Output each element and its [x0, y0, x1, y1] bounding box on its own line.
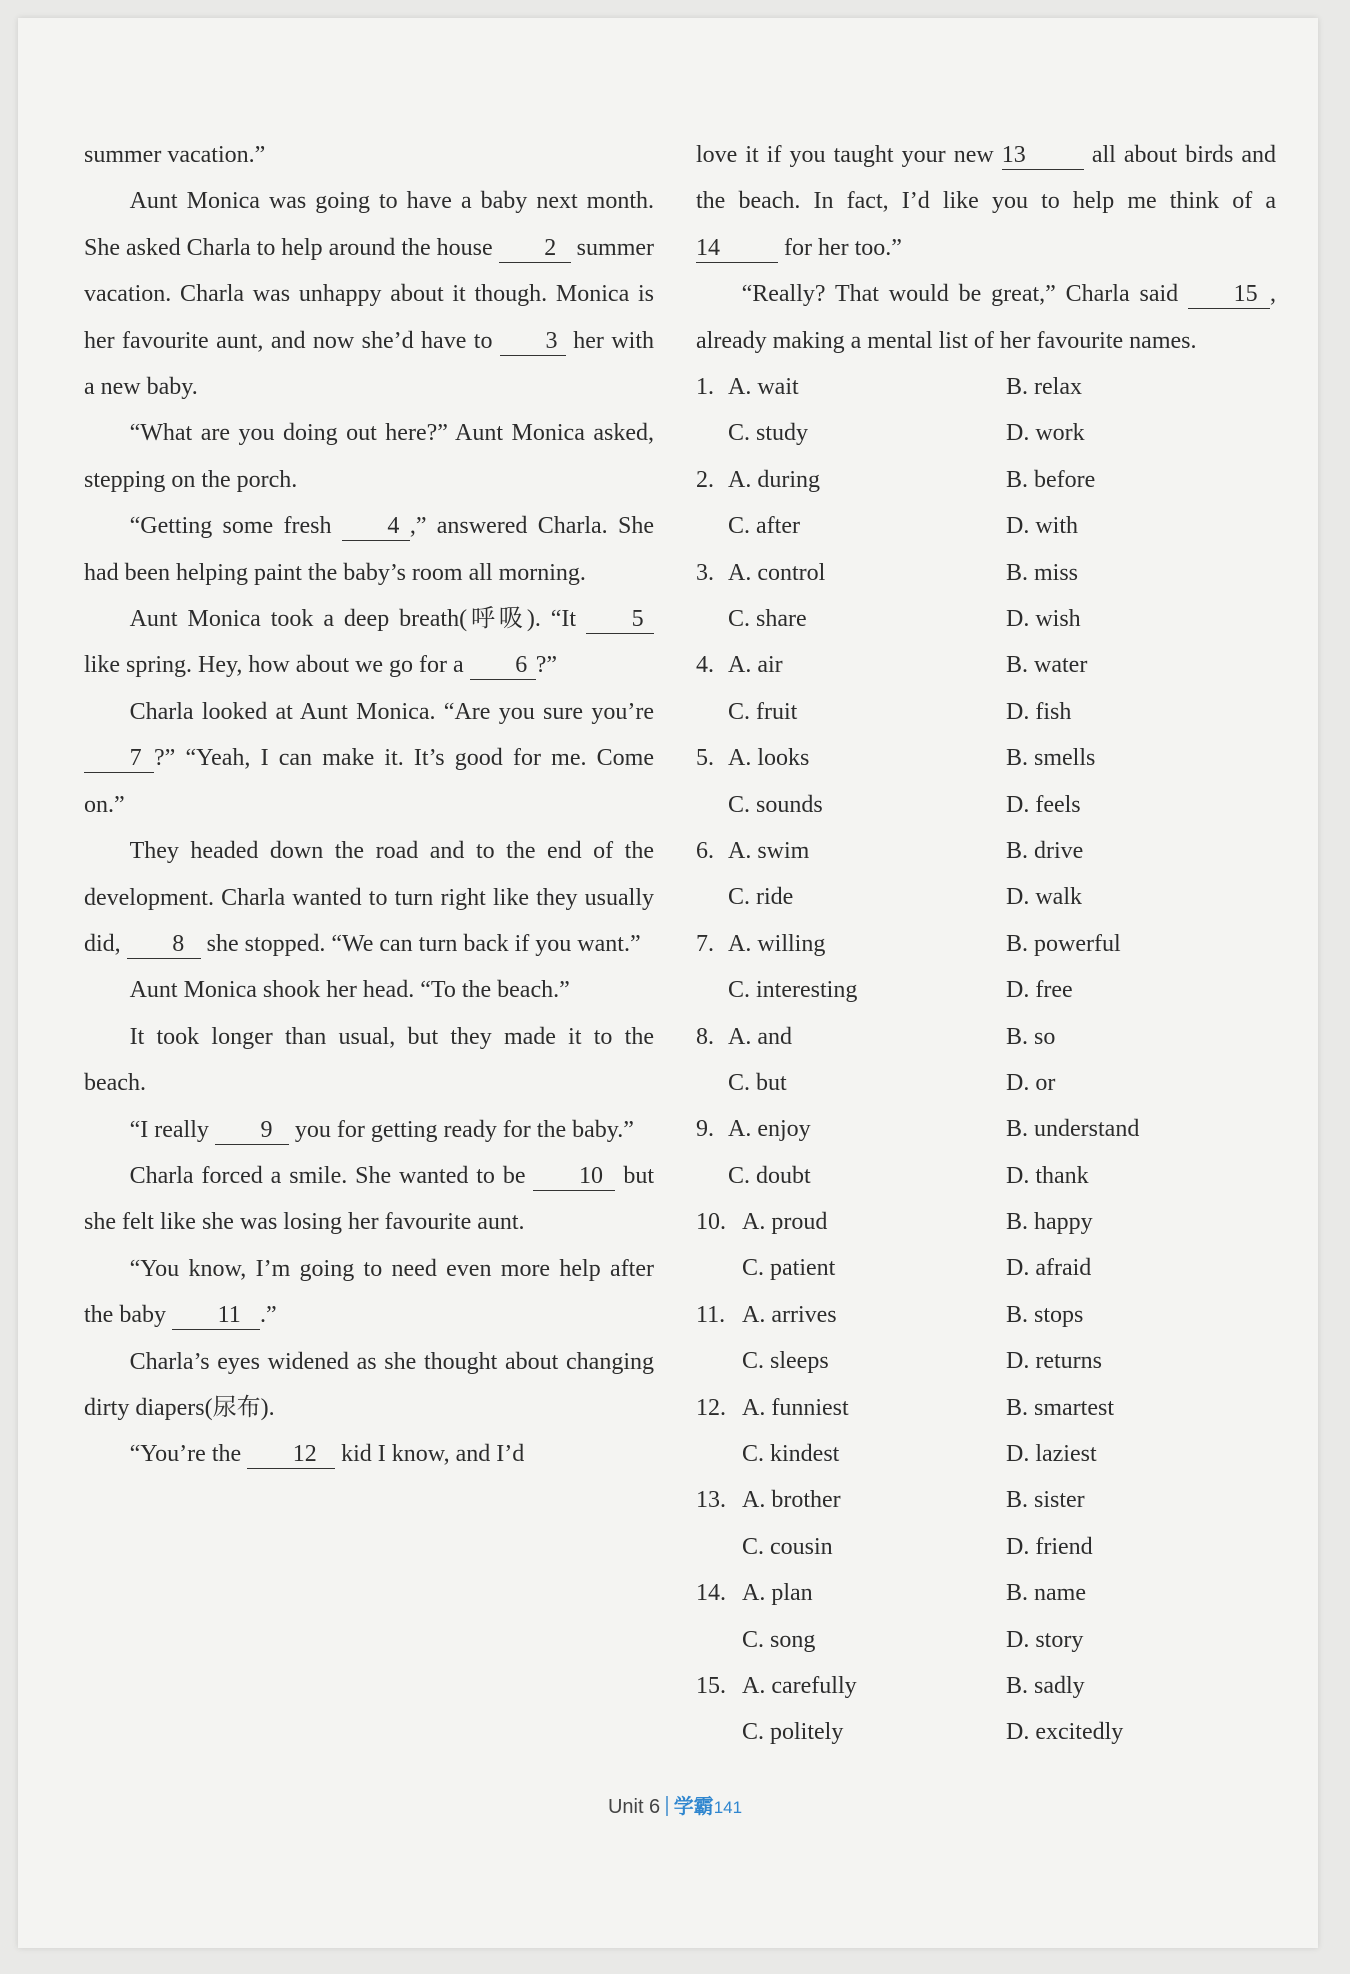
question-row: [696, 689, 1276, 735]
question-row: [696, 1338, 1276, 1384]
paragraph-text: , already making a mental list of her favourite names.: [696, 281, 1276, 354]
paragraph: [84, 132, 654, 178]
option-b[interactable]: B. miss: [1006, 559, 1079, 586]
option-b[interactable]: B. powerful: [1006, 930, 1121, 957]
paragraph: [84, 828, 654, 967]
passage-left-column: [84, 132, 654, 1478]
option-d[interactable]: D. work: [1006, 420, 1085, 447]
question-row: [696, 457, 1276, 503]
question-number: 14.: [696, 1580, 726, 1607]
passage-right-column: [696, 132, 1276, 1756]
option-a[interactable]: A. control: [728, 559, 826, 586]
option-d[interactable]: D. friend: [1006, 1533, 1093, 1560]
paragraph-text: Aunt Monica shook her head. “To the beach.”: [129, 977, 570, 1004]
question-number: 11.: [696, 1301, 726, 1328]
option-b[interactable]: B. before: [1006, 466, 1096, 493]
option-b[interactable]: B. sister: [1006, 1487, 1085, 1514]
option-a[interactable]: A. swim: [728, 837, 810, 864]
question-row: [696, 874, 1276, 920]
question-number: 9.: [696, 1116, 714, 1143]
option-a[interactable]: A. and: [728, 1023, 792, 1050]
question-row: [696, 921, 1276, 967]
question-number: 3.: [696, 559, 714, 586]
question-row: [696, 550, 1276, 596]
paragraph-text: summer vacation.”: [84, 142, 266, 168]
option-c[interactable]: C. after: [728, 513, 800, 540]
question-number: 10.: [696, 1209, 726, 1236]
question-row: [696, 1060, 1276, 1106]
option-b[interactable]: B. happy: [1006, 1209, 1093, 1236]
option-d[interactable]: D. fish: [1006, 698, 1072, 725]
option-d[interactable]: D. wish: [1006, 605, 1081, 632]
paragraph: [84, 1246, 654, 1339]
paragraph: [84, 967, 654, 1013]
answer-blank[interactable]: 12: [247, 1440, 335, 1469]
option-c[interactable]: C. kindest: [742, 1441, 840, 1468]
paragraph-text: ?”: [535, 652, 557, 679]
paragraph: [84, 1107, 654, 1153]
question-row: [696, 1385, 1276, 1431]
question-number: 7.: [696, 930, 714, 957]
question-row: [696, 735, 1276, 781]
option-c[interactable]: C. song: [742, 1626, 816, 1653]
option-b[interactable]: B. smells: [1006, 745, 1096, 772]
option-d[interactable]: D. feels: [1006, 791, 1081, 818]
question-row: [696, 1431, 1276, 1477]
paragraph-text: love it if you taught your new: [696, 142, 1002, 168]
option-a[interactable]: A. brother: [742, 1487, 841, 1514]
question-row: [696, 642, 1276, 688]
question-row: [696, 1524, 1276, 1570]
paragraph: [84, 410, 654, 503]
paragraph: [84, 689, 654, 828]
question-row: [696, 1292, 1276, 1338]
paragraph: [84, 596, 654, 689]
question-row: [696, 1106, 1276, 1152]
paragraph-text: her with a new baby.: [84, 327, 655, 401]
option-d[interactable]: D. afraid: [1006, 1255, 1092, 1282]
question-number: 4.: [696, 652, 714, 679]
option-c[interactable]: C. study: [728, 420, 809, 447]
question-row: [696, 410, 1276, 456]
paragraph-text: It took longer than usual, but they made it to the beach.: [84, 1023, 654, 1097]
option-c[interactable]: C. share: [728, 605, 807, 632]
question-number: 2.: [696, 466, 714, 493]
paragraph-text: Charla looked at Aunt Monica. “Are you sure you’re: [129, 698, 654, 725]
option-b[interactable]: B. so: [1006, 1023, 1056, 1050]
option-d[interactable]: D. returns: [1006, 1348, 1102, 1375]
option-a[interactable]: A. air: [728, 652, 783, 679]
question-row: [696, 782, 1276, 828]
option-a[interactable]: A. enjoy: [728, 1116, 811, 1143]
question-row: [696, 1014, 1276, 1060]
paragraph-text: “Really? That would be great,” Charla said: [741, 281, 1188, 308]
paragraph-text: you for getting ready for the baby.”: [288, 1116, 634, 1143]
paragraph: [696, 132, 1276, 271]
question-row: [696, 828, 1276, 874]
paragraph-text: Aunt Monica was going to have a baby next month. She asked Charla to help around the house: [84, 188, 654, 261]
unit-label: Unit 6: [607, 1796, 661, 1818]
paragraph-text: ?” “Yeah, I can make it. It’s good for me. Come on.”: [84, 745, 654, 818]
answer-blank[interactable]: 7: [84, 744, 154, 773]
question-row: [696, 364, 1276, 410]
passage-right-text: [696, 132, 1276, 364]
paragraph-text: “You know, I’m going to need even more help after the baby: [84, 1255, 654, 1329]
paragraph-text: “Getting some fresh: [129, 513, 342, 540]
option-a[interactable]: A. plan: [742, 1580, 813, 1607]
answer-blank[interactable]: 10: [533, 1162, 615, 1191]
paragraph: [84, 1431, 654, 1477]
option-d[interactable]: D. or: [1006, 1069, 1056, 1096]
paragraph-text: Charla forced a smile. She wanted to be: [129, 1162, 534, 1189]
question-number: 13.: [696, 1487, 726, 1514]
paragraph-text: like spring. Hey, how about we go for a: [84, 652, 470, 679]
option-a[interactable]: A. wait: [728, 374, 799, 401]
option-a[interactable]: A. funniest: [742, 1394, 849, 1421]
option-a[interactable]: A. arrives: [742, 1301, 837, 1328]
option-a[interactable]: A. looks: [728, 745, 810, 772]
option-d[interactable]: D. laziest: [1006, 1441, 1097, 1468]
option-d[interactable]: D. with: [1006, 513, 1078, 540]
question-number: 5.: [696, 745, 714, 772]
page-footer: [0, 1790, 1350, 1819]
paragraph-text: “What are you doing out here?” Aunt Monica asked, stepping on the porch.: [84, 420, 654, 493]
answer-blank[interactable]: 4: [342, 512, 410, 541]
paragraph: [84, 503, 654, 596]
paragraph-text: all about birds and the beach. In fact, I’d like you to help me think of a: [696, 142, 1276, 215]
question-number: 8.: [696, 1023, 714, 1050]
option-b[interactable]: B. name: [1006, 1580, 1086, 1607]
footer-divider: [666, 1796, 668, 1816]
option-d[interactable]: D. walk: [1006, 884, 1082, 911]
question-row: [696, 503, 1276, 549]
paragraph-text: summer vacation. Charla was unhappy about it though. Monica is her favourite aunt, and now she’d have to: [84, 234, 655, 354]
option-c[interactable]: C. interesting: [728, 977, 858, 1004]
option-b[interactable]: B. relax: [1006, 374, 1082, 401]
answer-blank[interactable]: 5: [586, 605, 654, 634]
paragraph-text: “You’re the: [129, 1441, 248, 1468]
option-b[interactable]: B. stops: [1006, 1301, 1084, 1328]
question-row: [696, 1477, 1276, 1523]
answer-blank[interactable]: 15: [1188, 280, 1270, 309]
option-d[interactable]: D. excitedly: [1006, 1719, 1124, 1746]
option-c[interactable]: C. sleeps: [742, 1348, 829, 1375]
option-b[interactable]: B. understand: [1006, 1116, 1140, 1143]
question-number: 15.: [696, 1672, 726, 1699]
paragraph-text: but she felt like she was losing her favourite aunt.: [84, 1162, 654, 1236]
option-a[interactable]: A. carefully: [742, 1672, 857, 1699]
option-c[interactable]: C. but: [728, 1069, 787, 1096]
question-row: [696, 1245, 1276, 1291]
question-row: [696, 1663, 1276, 1709]
answer-blank[interactable]: 6: [470, 651, 536, 680]
option-c[interactable]: C. cousin: [742, 1533, 833, 1560]
option-a[interactable]: A. during: [728, 466, 820, 493]
brand-label: 学霸: [673, 1796, 714, 1818]
answer-blank[interactable]: 8: [127, 930, 201, 959]
paragraph-text: she stopped. “We can turn back if you want.”: [200, 930, 641, 957]
worksheet-page: [18, 18, 1318, 1948]
paragraph-text: ,” answered Charla. She had been helping paint the baby’s room all morning.: [84, 513, 654, 586]
option-b[interactable]: B. smartest: [1006, 1394, 1114, 1421]
option-a[interactable]: A. willing: [728, 930, 826, 957]
paragraph: [84, 178, 654, 410]
answer-blank[interactable]: 11: [172, 1301, 260, 1330]
answer-blank[interactable]: 2: [499, 234, 571, 263]
option-c[interactable]: C. patient: [742, 1255, 836, 1282]
answer-blank[interactable]: 3: [500, 327, 566, 356]
page-number: 141: [713, 1798, 743, 1817]
paragraph-text: .”: [259, 1302, 277, 1329]
option-d[interactable]: D. story: [1006, 1626, 1084, 1653]
question-row: [696, 967, 1276, 1013]
paragraph-text: kid I know, and I’d: [335, 1441, 525, 1468]
paragraph-text: Aunt Monica took a deep breath(呼吸). “It: [129, 606, 586, 633]
question-row: [696, 1709, 1276, 1755]
question-number: 1.: [696, 374, 714, 401]
answer-options: [696, 364, 1276, 1756]
option-b[interactable]: B. sadly: [1006, 1672, 1085, 1699]
question-number: 6.: [696, 837, 714, 864]
option-b[interactable]: B. drive: [1006, 837, 1084, 864]
paragraph-text: for her too.”: [778, 234, 902, 261]
answer-blank[interactable]: 13: [1002, 141, 1084, 170]
question-row: [696, 596, 1276, 642]
answer-blank[interactable]: 9: [215, 1116, 289, 1145]
option-c[interactable]: C. doubt: [728, 1162, 811, 1189]
answer-blank[interactable]: 14: [696, 234, 778, 263]
paragraph: [84, 1153, 654, 1246]
option-d[interactable]: D. free: [1006, 977, 1073, 1004]
paragraph-text: Charla’s eyes widened as she thought about changing dirty diapers(尿布).: [84, 1348, 654, 1421]
question-row: [696, 1153, 1276, 1199]
question-row: [696, 1570, 1276, 1616]
paragraph: [84, 1339, 654, 1432]
option-a[interactable]: A. proud: [742, 1209, 828, 1236]
option-c[interactable]: C. politely: [742, 1719, 844, 1746]
paragraph: [84, 1014, 654, 1107]
paragraph-text: “I really: [129, 1116, 215, 1143]
option-d[interactable]: D. thank: [1006, 1162, 1089, 1189]
question-row: [696, 1617, 1276, 1663]
option-b[interactable]: B. water: [1006, 652, 1088, 679]
question-number: 12.: [696, 1394, 726, 1421]
option-c[interactable]: C. fruit: [728, 698, 798, 725]
paragraph-text: They headed down the road and to the end of the development. Charla wanted to turn right like they usually did,: [84, 838, 654, 957]
option-c[interactable]: C. sounds: [728, 791, 823, 818]
paragraph: [696, 271, 1276, 364]
question-row: [696, 1199, 1276, 1245]
option-c[interactable]: C. ride: [728, 884, 794, 911]
